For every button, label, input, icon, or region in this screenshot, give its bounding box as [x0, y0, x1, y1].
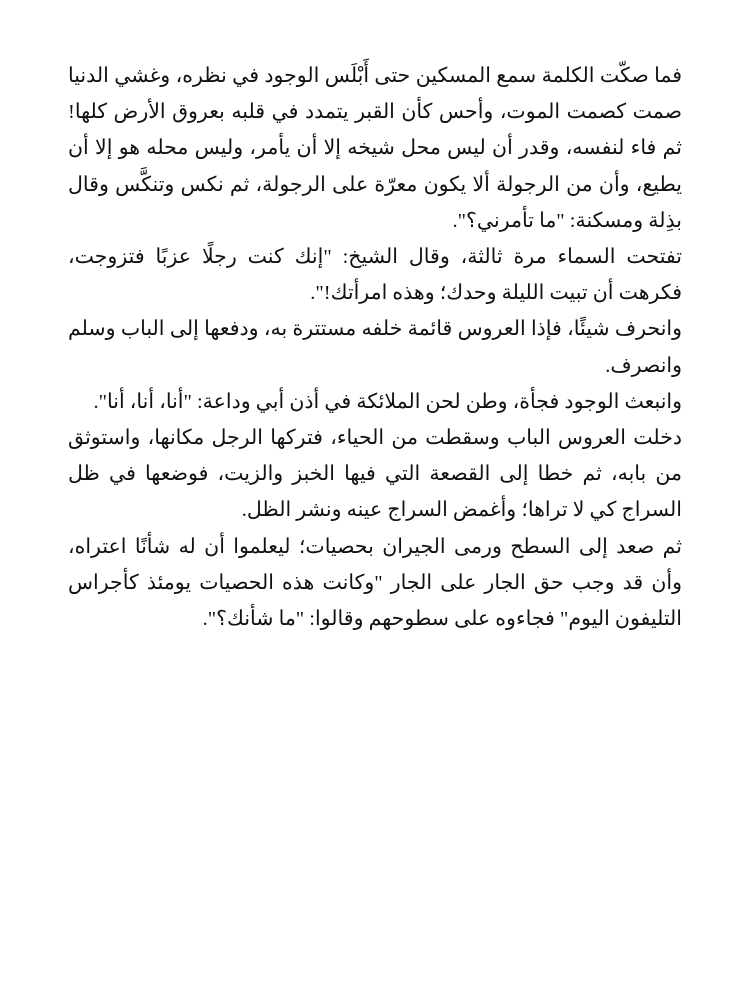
paragraph-2: تفتحت السماء مرة ثالثة، وقال الشيخ: "إنك كنت رجلًا عزبًا فتزوجت، فكرهت أن تبيت الليلة وحدك؛ وهذه امرأتك!". [68, 246, 682, 305]
paragraph-4: وانبعث الوجود فجأة، وطن لحن الملائكة في أذن أبي وداعة: "أنا، أنا، أنا". [93, 390, 682, 413]
paragraph-6: ثم صعد إلى السطح ورمى الجيران بحصيات؛ ليعلموا أن له شأنًا اعتراه، وأن قد وجب حق الجار على الجار "وكانت هذه الحصيات يومئذ كأجراس التليفون اليوم" فجاءوه على سطوحهم وقالوا: "ما شأنك؟". [68, 535, 682, 631]
paragraph-5: دخلت العروس الباب وسقطت من الحياء، فتركها الرجل مكانها، واستوثق من بابه، ثم خطا إلى القصعة التي فيها الخبز والزيت، فوضعها في ظل السراج كي لا تراها؛ وأغمض السراج عينه ونشر الظل. [68, 427, 682, 522]
paragraph-3: وانحرف شيئًا، فإذا العروس قائمة خلفه مستترة به، ودفعها إلى الباب وسلم وانصرف. [68, 318, 682, 377]
paragraph-1: فما صكّت الكلمة سمع المسكين حتى أَبْلَس الوجود في نظره، وغشي الدنيا صمت كصمت الموت، وأحس كأن القبر يتمدد في قلبه بعروق الأرض كلها! ثم فاء لنفسه، وقدر أن ليس محل شيخه إلا أن يأمر، وليس محله هو إلا أن يطيع، وأن من الرجولة ألا يكون معرّة على الرجولة، ثم نكس وتنكَّس وقال بذِلة ومسكنة: "ما تأمرني؟". [68, 65, 682, 232]
document-body [68, 58, 682, 637]
